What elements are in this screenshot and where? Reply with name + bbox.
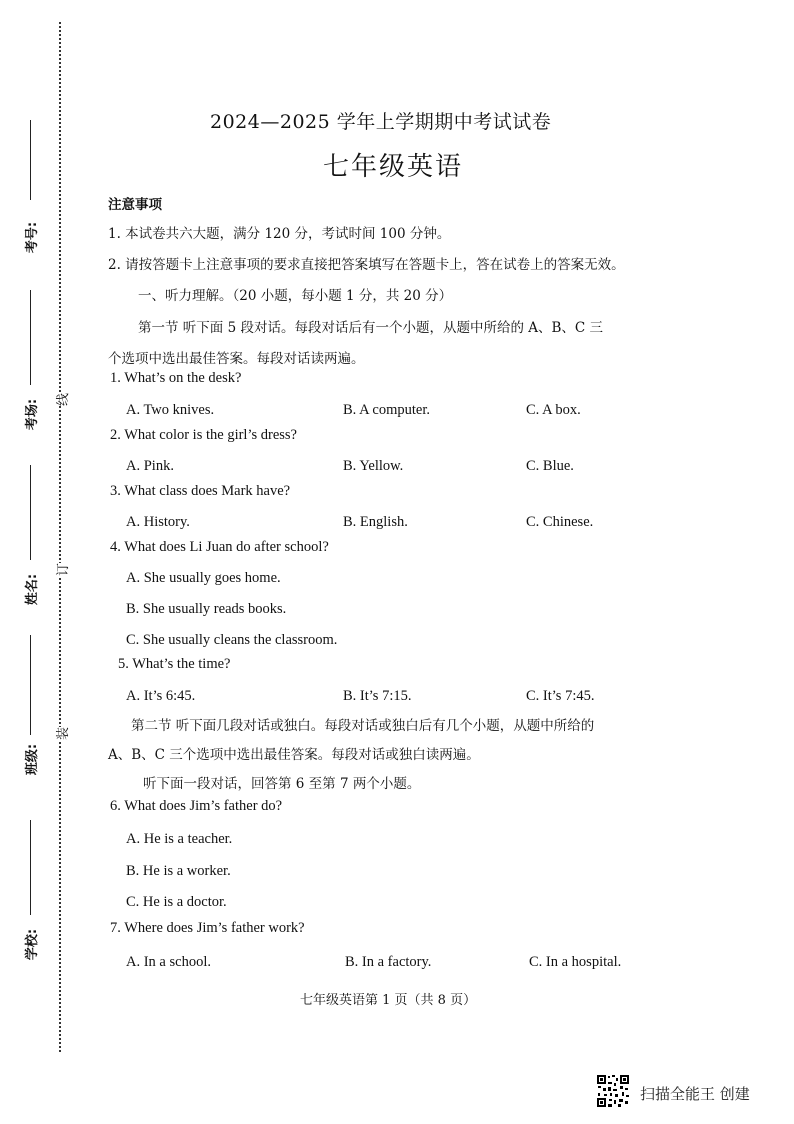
kaochang-label: 考场: bbox=[25, 398, 41, 431]
notice-item-2: 2. 请按答题卡上注意事项的要求直接把答案填写在答题卡上，答在试卷上的答案无效。 bbox=[108, 257, 625, 273]
q1-option-c: C. A box. bbox=[526, 402, 581, 418]
name-fill-line bbox=[30, 465, 31, 560]
binding-char-xian: 线 bbox=[50, 393, 73, 406]
binding-dotted-line bbox=[59, 22, 61, 1052]
school-fill-line bbox=[30, 820, 31, 915]
class-fill-line bbox=[30, 635, 31, 735]
binding-char-zhuang: 装 bbox=[50, 727, 73, 740]
q1-option-a: A. Two knives. bbox=[126, 402, 215, 418]
q2-option-a: A. Pink. bbox=[126, 458, 174, 474]
dialog-intro: 听下面一段对话，回答第 6 至第 7 两个小题。 bbox=[143, 776, 421, 792]
notice-item-1: 1. 本试卷共六大题，满分 120 分，考试时间 100 分钟。 bbox=[108, 226, 451, 242]
q3-option-a: A. History. bbox=[126, 514, 190, 530]
q4-option-b: B. She usually reads books. bbox=[126, 601, 287, 617]
part1-instruction-line2: 个选项中选出最佳答案。每段对话读两遍。 bbox=[108, 351, 365, 367]
q1-option-b: B. A computer. bbox=[343, 402, 430, 418]
question-5: 5. What’s the time? bbox=[118, 656, 231, 672]
q6-option-c: C. He is a doctor. bbox=[126, 894, 227, 910]
q4-option-c: C. She usually cleans the classroom. bbox=[126, 632, 338, 648]
section-heading: 一、听力理解。（20 小题，每小题 1 分，共 20 分） bbox=[138, 288, 453, 304]
part2-instruction-line1: 第二节 听下面几段对话或独白。每段对话或独白后有几个小题，从题中所给的 bbox=[131, 718, 595, 734]
binding-char-ding: 订 bbox=[50, 563, 73, 576]
q2-option-b: B. Yellow. bbox=[343, 458, 404, 474]
question-4: 4. What does Li Juan do after school? bbox=[110, 539, 329, 555]
kaohao-label: 考号: bbox=[25, 221, 41, 254]
name-label: 姓名: bbox=[25, 573, 41, 606]
q7-option-a: A. In a school. bbox=[126, 954, 211, 970]
q6-option-b: B. He is a worker. bbox=[126, 863, 231, 879]
q4-option-a: A. She usually goes home. bbox=[126, 570, 281, 586]
q5-option-c: C. It’s 7:45. bbox=[526, 688, 595, 704]
question-7: 7. Where does Jim’s father work? bbox=[110, 920, 305, 936]
part1-instruction-line1: 第一节 听下面 5 段对话。每段对话后有一个小题，从题中所给的 A、B、C 三 bbox=[138, 320, 604, 336]
school-label: 学校: bbox=[25, 928, 41, 961]
q2-option-c: C. Blue. bbox=[526, 458, 574, 474]
scanner-watermark: 扫描全能王 创建 bbox=[640, 1085, 750, 1103]
question-3: 3. What class does Mark have? bbox=[110, 483, 291, 499]
class-label: 班级: bbox=[25, 743, 41, 776]
exam-title: 2024—2025 学年上学期期中考试试卷 bbox=[210, 111, 552, 133]
notice-heading: 注意事项 bbox=[108, 197, 162, 213]
q5-option-b: B. It’s 7:15. bbox=[343, 688, 412, 704]
kaochang-fill-line bbox=[30, 290, 31, 385]
part2-instruction-line2: A、B、C 三个选项中选出最佳答案。每段对话或独白读两遍。 bbox=[108, 747, 480, 763]
q5-option-a: A. It’s 6:45. bbox=[126, 688, 196, 704]
question-2: 2. What color is the girl’s dress? bbox=[110, 427, 297, 443]
question-6: 6. What does Jim’s father do? bbox=[110, 798, 283, 814]
q6-option-a: A. He is a teacher. bbox=[126, 831, 233, 847]
subject-title: 七年级英语 bbox=[323, 152, 464, 182]
q3-option-c: C. Chinese. bbox=[526, 514, 594, 530]
kaohao-fill-line bbox=[30, 120, 31, 200]
page-footer: 七年级英语第 1 页（共 8 页） bbox=[300, 993, 477, 1008]
q7-option-c: C. In a hospital. bbox=[529, 954, 622, 970]
q3-option-b: B. English. bbox=[343, 514, 408, 530]
qr-code-icon bbox=[596, 1074, 630, 1108]
q7-option-b: B. In a factory. bbox=[345, 954, 432, 970]
question-1: 1. What’s on the desk? bbox=[110, 370, 242, 386]
